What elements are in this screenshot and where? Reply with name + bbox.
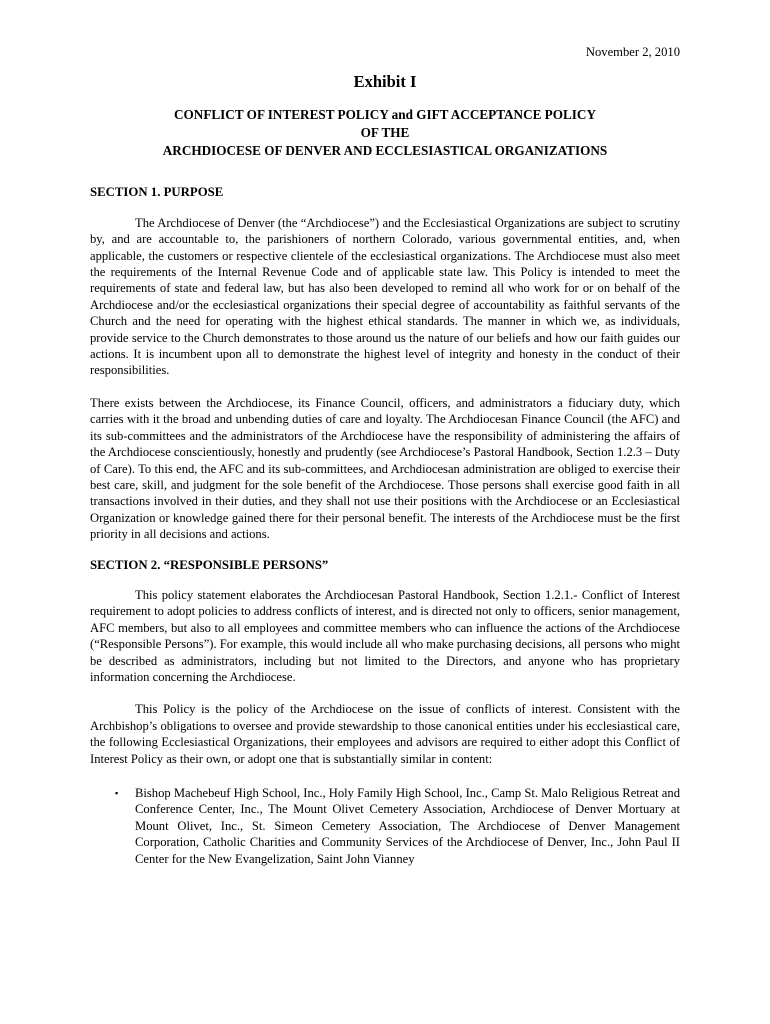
ecclesiastical-organizations-list [90,785,680,867]
document-date: November 2, 2010 [585,45,680,59]
title-line-3: ARCHDIOCESE OF DENVER AND ECCLESIASTICAL ORGANIZATIONS [162,143,608,159]
section-1-heading: SECTION 1. PURPOSE [90,185,224,200]
bullet-icon: ▪ [115,788,119,798]
document-page [90,44,680,867]
list-item-text: Bishop Machebeuf High School, Inc., Holy Family High School, Inc., Camp St. Malo Religious Retreat and Conference Center, Inc., The Mount Olivet Cemetery Association, Archdiocese of Denver Mortuary at Mount Olivet, Inc., St. Simeon Cemetery Association, The Archdiocese of Denver Management Corporation, Catholic Charities and Community Services of the Archdiocese of Denver, Inc., John Paul II Center for the New Evangelization, Saint John Vianney [135,786,680,866]
section-2-heading: SECTION 2. “RESPONSIBLE PERSONS” [90,557,329,572]
list-item [90,785,680,867]
section-1-paragraph-2: There exists between the Archdiocese, its Finance Council, officers, and administrators a fiduciary duty, which carries with it the broad and unbending duties of care and loyalty. The Archdiocesan Finance Council (the AFC) and its sub-committees and the administrators of the Archdiocese have the responsibility of administering the affairs of the Archdiocese conscientiously, honestly and prudently (see Archdiocese’s Pastoral Handbook, Section 1.2.3 – Duty of Care). To this end, the AFC and its sub-committees, and Archdiocesan administration are obliged to exercise their best care, skill, and judgment for the sole benefit of the Archdiocese. Those persons shall exercise good faith in all transactions involved in their duties, and they shall not use their positions with the Archdiocese or an Ecclesiastical Organization or knowledge gained there for their personal benefit. The interests of the Archdiocese must be the first priority in all decisions and actions. [90,395,680,542]
section-1-paragraph-1: The Archdiocese of Denver (the “Archdiocese”) and the Ecclesiastical Organizations are subject to scrutiny by, and are accountable to, the parishioners of northern Colorado, various governmental entities, and, when applicable, the customers or respective clientele of the ecclesiastical organizations. The Archdiocese must also meet the requirements of the Internal Revenue Code and of applicable state law. This Policy is intended to meet the requirements of state and federal law, but has also been developed to remind all who work for or on behalf of the Archdiocese and/or the ecclesiastical organizations their special degree of accountability as faithful servants of the Church and the need for operating with the highest ethical standards. The manner in which we, as individuals, provide service to the Church demonstrates to those around us the nature of our beliefs and how our faith guides our actions. It is incumbent upon all to demonstrate the highest level of integrity and honesty in the conduct of their responsibilities. [90,215,680,378]
section-2-paragraph-1: This policy statement elaborates the Archdiocesan Pastoral Handbook, Section 1.2.1.- Conflict of Interest requirement to adopt policies to address conflicts of interest, and is directed not only to officers, senior management, AFC members, but also to all employees and committee members who can influence the actions of the Archdiocese (“Responsible Persons”). For example, this would include all who make purchasing decisions, all persons who might be described as administrators, including but not limited to the Directors, and anyone who has proprietary information concerning the Archdiocese. [90,587,680,684]
section-2-paragraph-2: This Policy is the policy of the Archdiocese on the issue of conflicts of interest. Consistent with the Archbishop’s obligations to oversee and provide stewardship to those canonical entities under his ecclesiastical care, the following Ecclesiastical Organizations, their employees and advisors are required to either adopt this Conflict of Interest Policy as their own, or adopt one that is substantially similar in content: [90,702,680,766]
exhibit-label: Exhibit I [353,72,417,92]
title-line-1: CONFLICT OF INTEREST POLICY and GIFT ACCEPTANCE POLICY [174,107,596,123]
document-title [90,106,680,160]
title-line-2: OF THE [360,125,410,141]
